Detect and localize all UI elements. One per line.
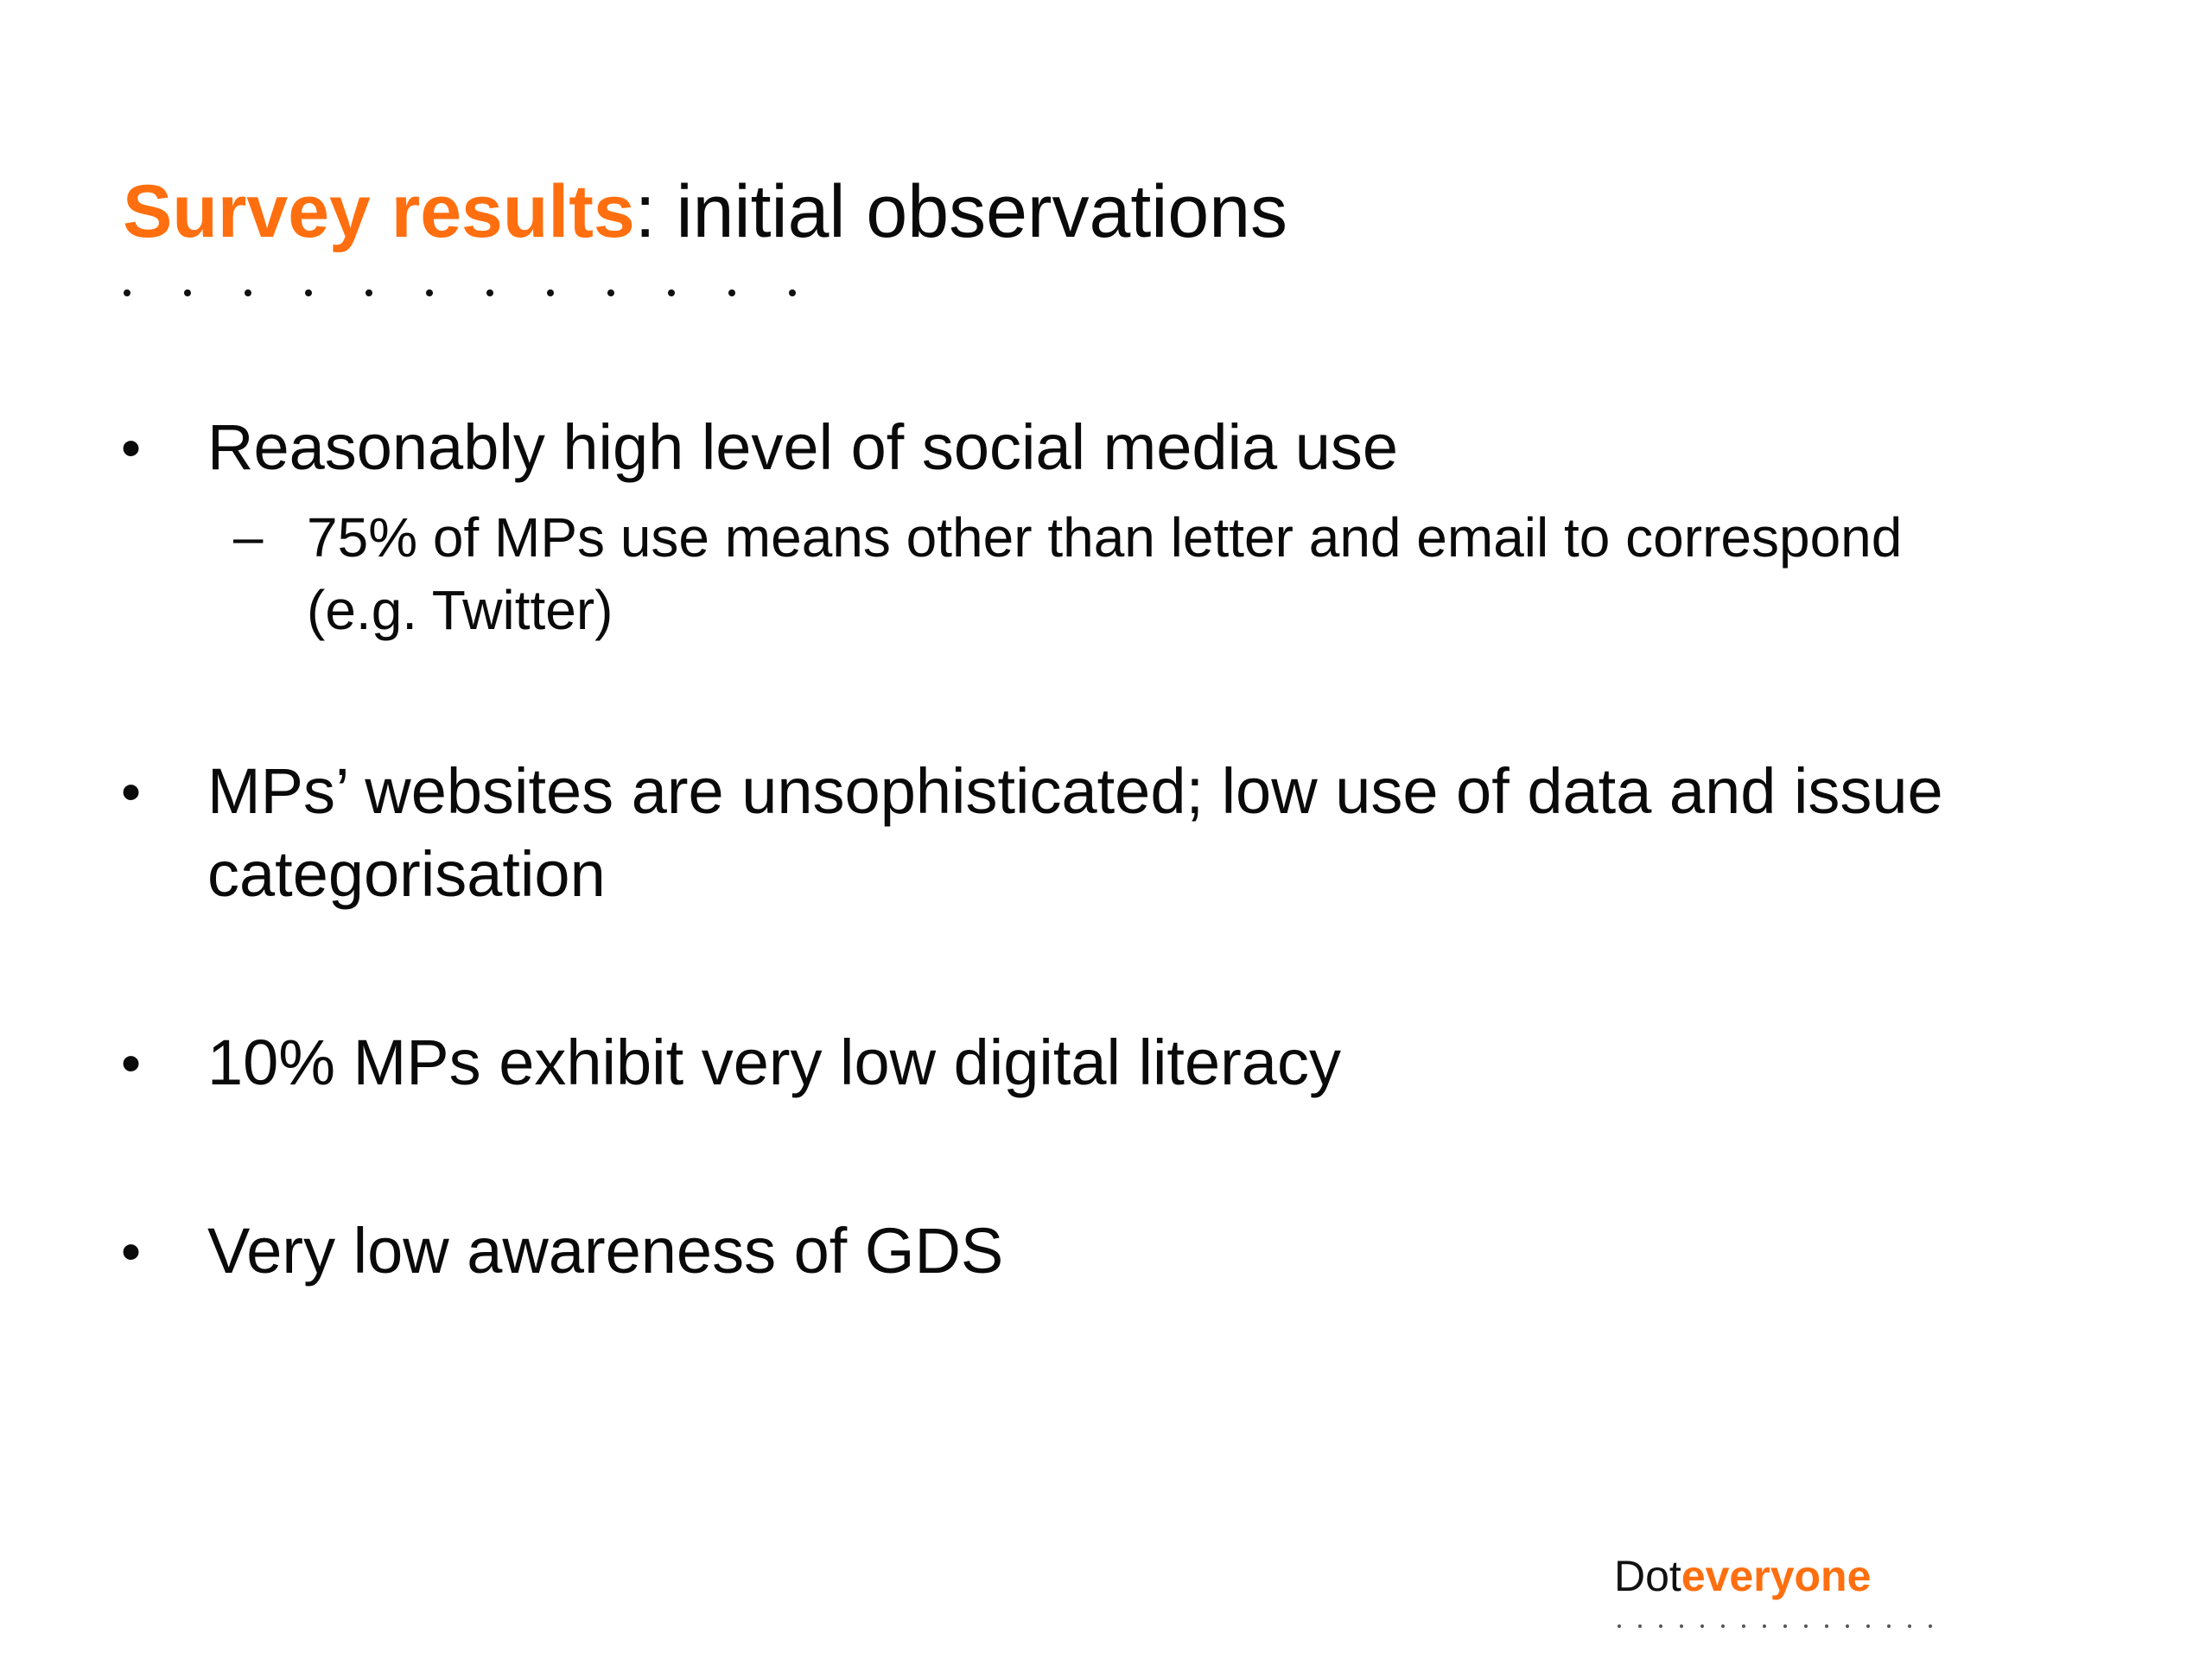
logo-accent: everyone [1681,1552,1872,1600]
bullet-text: MPs’ websites are unsophisticated; low use of data and issue categorisation [207,755,1943,910]
logo-dot [1866,1624,1870,1628]
logo-dot [1638,1624,1642,1628]
logo-dotted-rule [1618,1624,1946,1631]
title-dot [184,289,191,296]
title-dot [547,289,554,296]
logo-dot [1659,1624,1662,1628]
bullet-marker: • [121,1219,142,1283]
logo-dot [1742,1624,1745,1628]
logo-dot [1700,1624,1704,1628]
logo-dot [1846,1624,1849,1628]
title-dot [607,289,614,296]
title-dot [486,289,493,296]
slide-title-rest: : initial observations [634,170,1288,253]
logo-prefix: Dot [1614,1552,1681,1600]
logo-dot [1887,1624,1891,1628]
slide-title [123,164,1287,259]
title-dot [305,289,312,296]
logo-dot [1929,1624,1932,1628]
bullet-marker: • [121,760,142,823]
title-dot [789,289,796,296]
logo-dot [1763,1624,1766,1628]
title-dot [365,289,372,296]
logo-dot [1804,1624,1808,1628]
title-dot [426,289,433,296]
bullet-marker: • [121,1031,142,1095]
logo-dot [1618,1624,1621,1628]
sub-bullet-marker: – [233,507,264,567]
title-dot [245,289,251,296]
logo-dot [1825,1624,1828,1628]
bullet-text: Very low awareness of GDS [207,1215,1004,1287]
title-dot [124,289,130,296]
logo-dot [1908,1624,1911,1628]
bullet-text: Reasonably high level of social media use [207,411,1399,483]
slide-title-accent: Survey results [123,170,635,253]
logo-dot [1721,1624,1725,1628]
logo-dot [1680,1624,1683,1628]
logo-dot [1783,1624,1787,1628]
title-dotted-rule [124,289,832,300]
title-dot [728,289,735,296]
title-dot [668,289,675,296]
doteveryone-logo [1614,1550,1871,1602]
bullet-marker: • [121,416,142,480]
bullet-text: 10% MPs exhibit very low digital literacy [207,1027,1341,1098]
sub-bullet-text: 75% of MPs use means other than letter and email to correspond (e.g. Twitter) [307,506,1903,641]
